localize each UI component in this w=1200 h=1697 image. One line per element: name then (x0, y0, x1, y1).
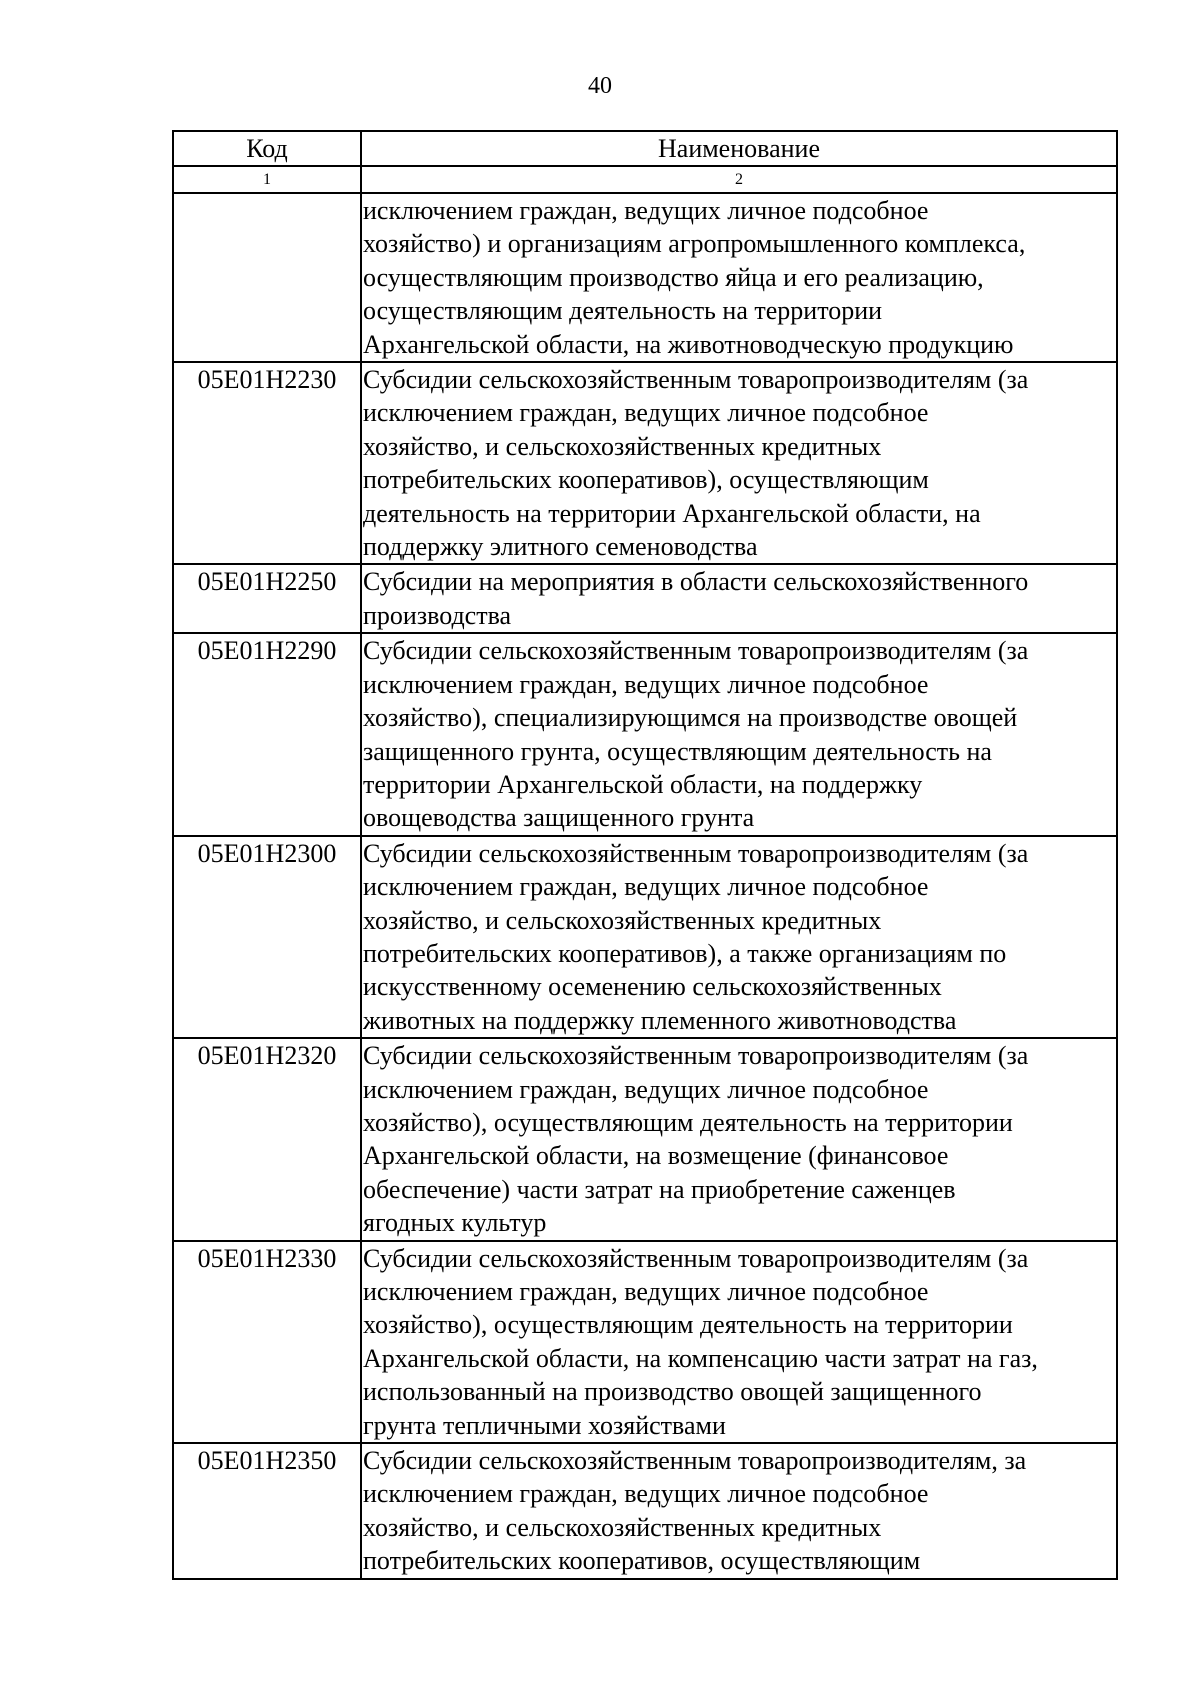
row-code: 05Е01Н2320 (173, 1038, 361, 1240)
row-code: 05Е01Н2250 (173, 564, 361, 633)
row-name-line: Субсидии на мероприятия в области сельскохозяйственного (363, 567, 1029, 597)
row-name-line: исключением граждан, ведущих личное подсобное (363, 1479, 929, 1509)
row-name-line: обеспечение) части затрат на приобретение саженцев (363, 1174, 956, 1204)
row-name-line: потребительских кооперативов), а также организациям по (363, 938, 1007, 968)
row-name-line: хозяйство), осуществляющим деятельность на территории (363, 1310, 1013, 1340)
column-number-2: 2 (361, 166, 1117, 193)
row-name-line: животных на поддержку племенного животноводства (363, 1005, 957, 1035)
row-code: 05Е01Н2300 (173, 836, 361, 1038)
table-row (173, 1038, 1117, 1240)
row-name (361, 633, 1117, 835)
row-name-line: потребительских кооперативов), осуществляющим (363, 465, 929, 495)
table-row (173, 1443, 1117, 1579)
table-row (173, 564, 1117, 633)
row-name (361, 362, 1117, 564)
row-name-line: использованный на производство овощей защищенного (363, 1377, 982, 1407)
row-name (361, 564, 1117, 633)
column-number-row (173, 166, 1117, 193)
row-name-line: овощеводства защищенного грунта (363, 803, 755, 833)
table-row (173, 193, 1117, 362)
row-code: 05Е01Н2230 (173, 362, 361, 564)
row-name-line: осуществляющим производство яйца и его реализацию, (363, 262, 984, 292)
table-row (173, 362, 1117, 564)
row-name-line: деятельность на территории Архангельской области, на (363, 498, 981, 528)
row-name-line: потребительских кооперативов, осуществляющим (363, 1546, 921, 1576)
table-body (173, 193, 1117, 1579)
table-row (173, 1241, 1117, 1443)
row-name (361, 836, 1117, 1038)
row-name-line: хозяйство, и сельскохозяйственных кредитных (363, 905, 882, 935)
row-name-line: исключением граждан, ведущих личное подсобное (363, 1074, 929, 1104)
row-name-line: хозяйство), осуществляющим деятельность на территории (363, 1107, 1013, 1137)
row-code: 05Е01Н2350 (173, 1443, 361, 1579)
row-name-line: хозяйство) и организациям агропромышленного комплекса, (363, 229, 1026, 259)
row-name-line: Архангельской области, на животноводческую продукцию (363, 329, 1014, 359)
column-header-name: Наименование (361, 131, 1117, 166)
row-name-line: хозяйство, и сельскохозяйственных кредитных (363, 431, 882, 461)
page-number: 40 (588, 73, 612, 99)
row-name-line: исключением граждан, ведущих личное подсобное (363, 669, 929, 699)
table-header-row (173, 131, 1117, 166)
row-name-line: хозяйство, и сельскохозяйственных кредитных (363, 1512, 882, 1542)
row-name-line: исключением граждан, ведущих личное подсобное (363, 1277, 929, 1306)
row-name-line: осуществляющим деятельность на территории (363, 296, 883, 326)
row-name-line: хозяйство), специализирующимся на производстве овощей (363, 703, 1018, 733)
row-name-line: Архангельской области, на компенсацию части затрат на газ, (363, 1343, 1038, 1373)
row-name-line: грунта тепличными хозяйствами (363, 1410, 726, 1440)
column-number-1: 1 (173, 166, 361, 193)
table-row (173, 836, 1117, 1038)
row-name (361, 1038, 1117, 1240)
row-code: 05Е01Н2330 (173, 1241, 361, 1443)
row-name (361, 1241, 1117, 1443)
row-name-line: Субсидии сельскохозяйственным товаропроизводителям (за (363, 838, 1029, 868)
row-name-line: Архангельской области, на возмещение (финансовое (363, 1141, 949, 1171)
row-name-line: территории Архангельской области, на поддержку (363, 769, 923, 799)
row-name-line: Субсидии сельскохозяйственным товаропроизводителям (за (363, 636, 1029, 666)
row-name-line: защищенного грунта, осуществляющим деятельность на (363, 736, 992, 766)
row-name-line: производства (363, 600, 512, 630)
row-name (361, 1443, 1117, 1579)
row-name-line: ягодных культур (363, 1208, 547, 1238)
row-name-line: исключением граждан, ведущих личное подсобное (363, 872, 929, 902)
row-name-line: Субсидии сельскохозяйственным товаропроизводителям (за (363, 1243, 1029, 1273)
row-name-line: поддержку элитного семеноводства (363, 532, 758, 562)
row-name-line: Субсидии сельскохозяйственным товаропроизводителям (за (363, 1041, 1029, 1071)
row-name-line: исключением граждан, ведущих личное подсобное (363, 196, 929, 225)
column-header-code: Код (173, 131, 361, 166)
row-name-line: исключением граждан, ведущих личное подсобное (363, 398, 929, 428)
row-name-line: искусственному осеменению сельскохозяйственных (363, 972, 942, 1002)
row-code: 05Е01Н2290 (173, 633, 361, 835)
row-name (361, 193, 1117, 362)
row-code (173, 193, 361, 362)
row-name-line: Субсидии сельскохозяйственным товаропроизводителям, за (363, 1446, 1027, 1476)
row-name-line: Субсидии сельскохозяйственным товаропроизводителям (за (363, 365, 1029, 395)
budget-codes-table (172, 130, 1118, 1580)
table-row (173, 633, 1117, 835)
